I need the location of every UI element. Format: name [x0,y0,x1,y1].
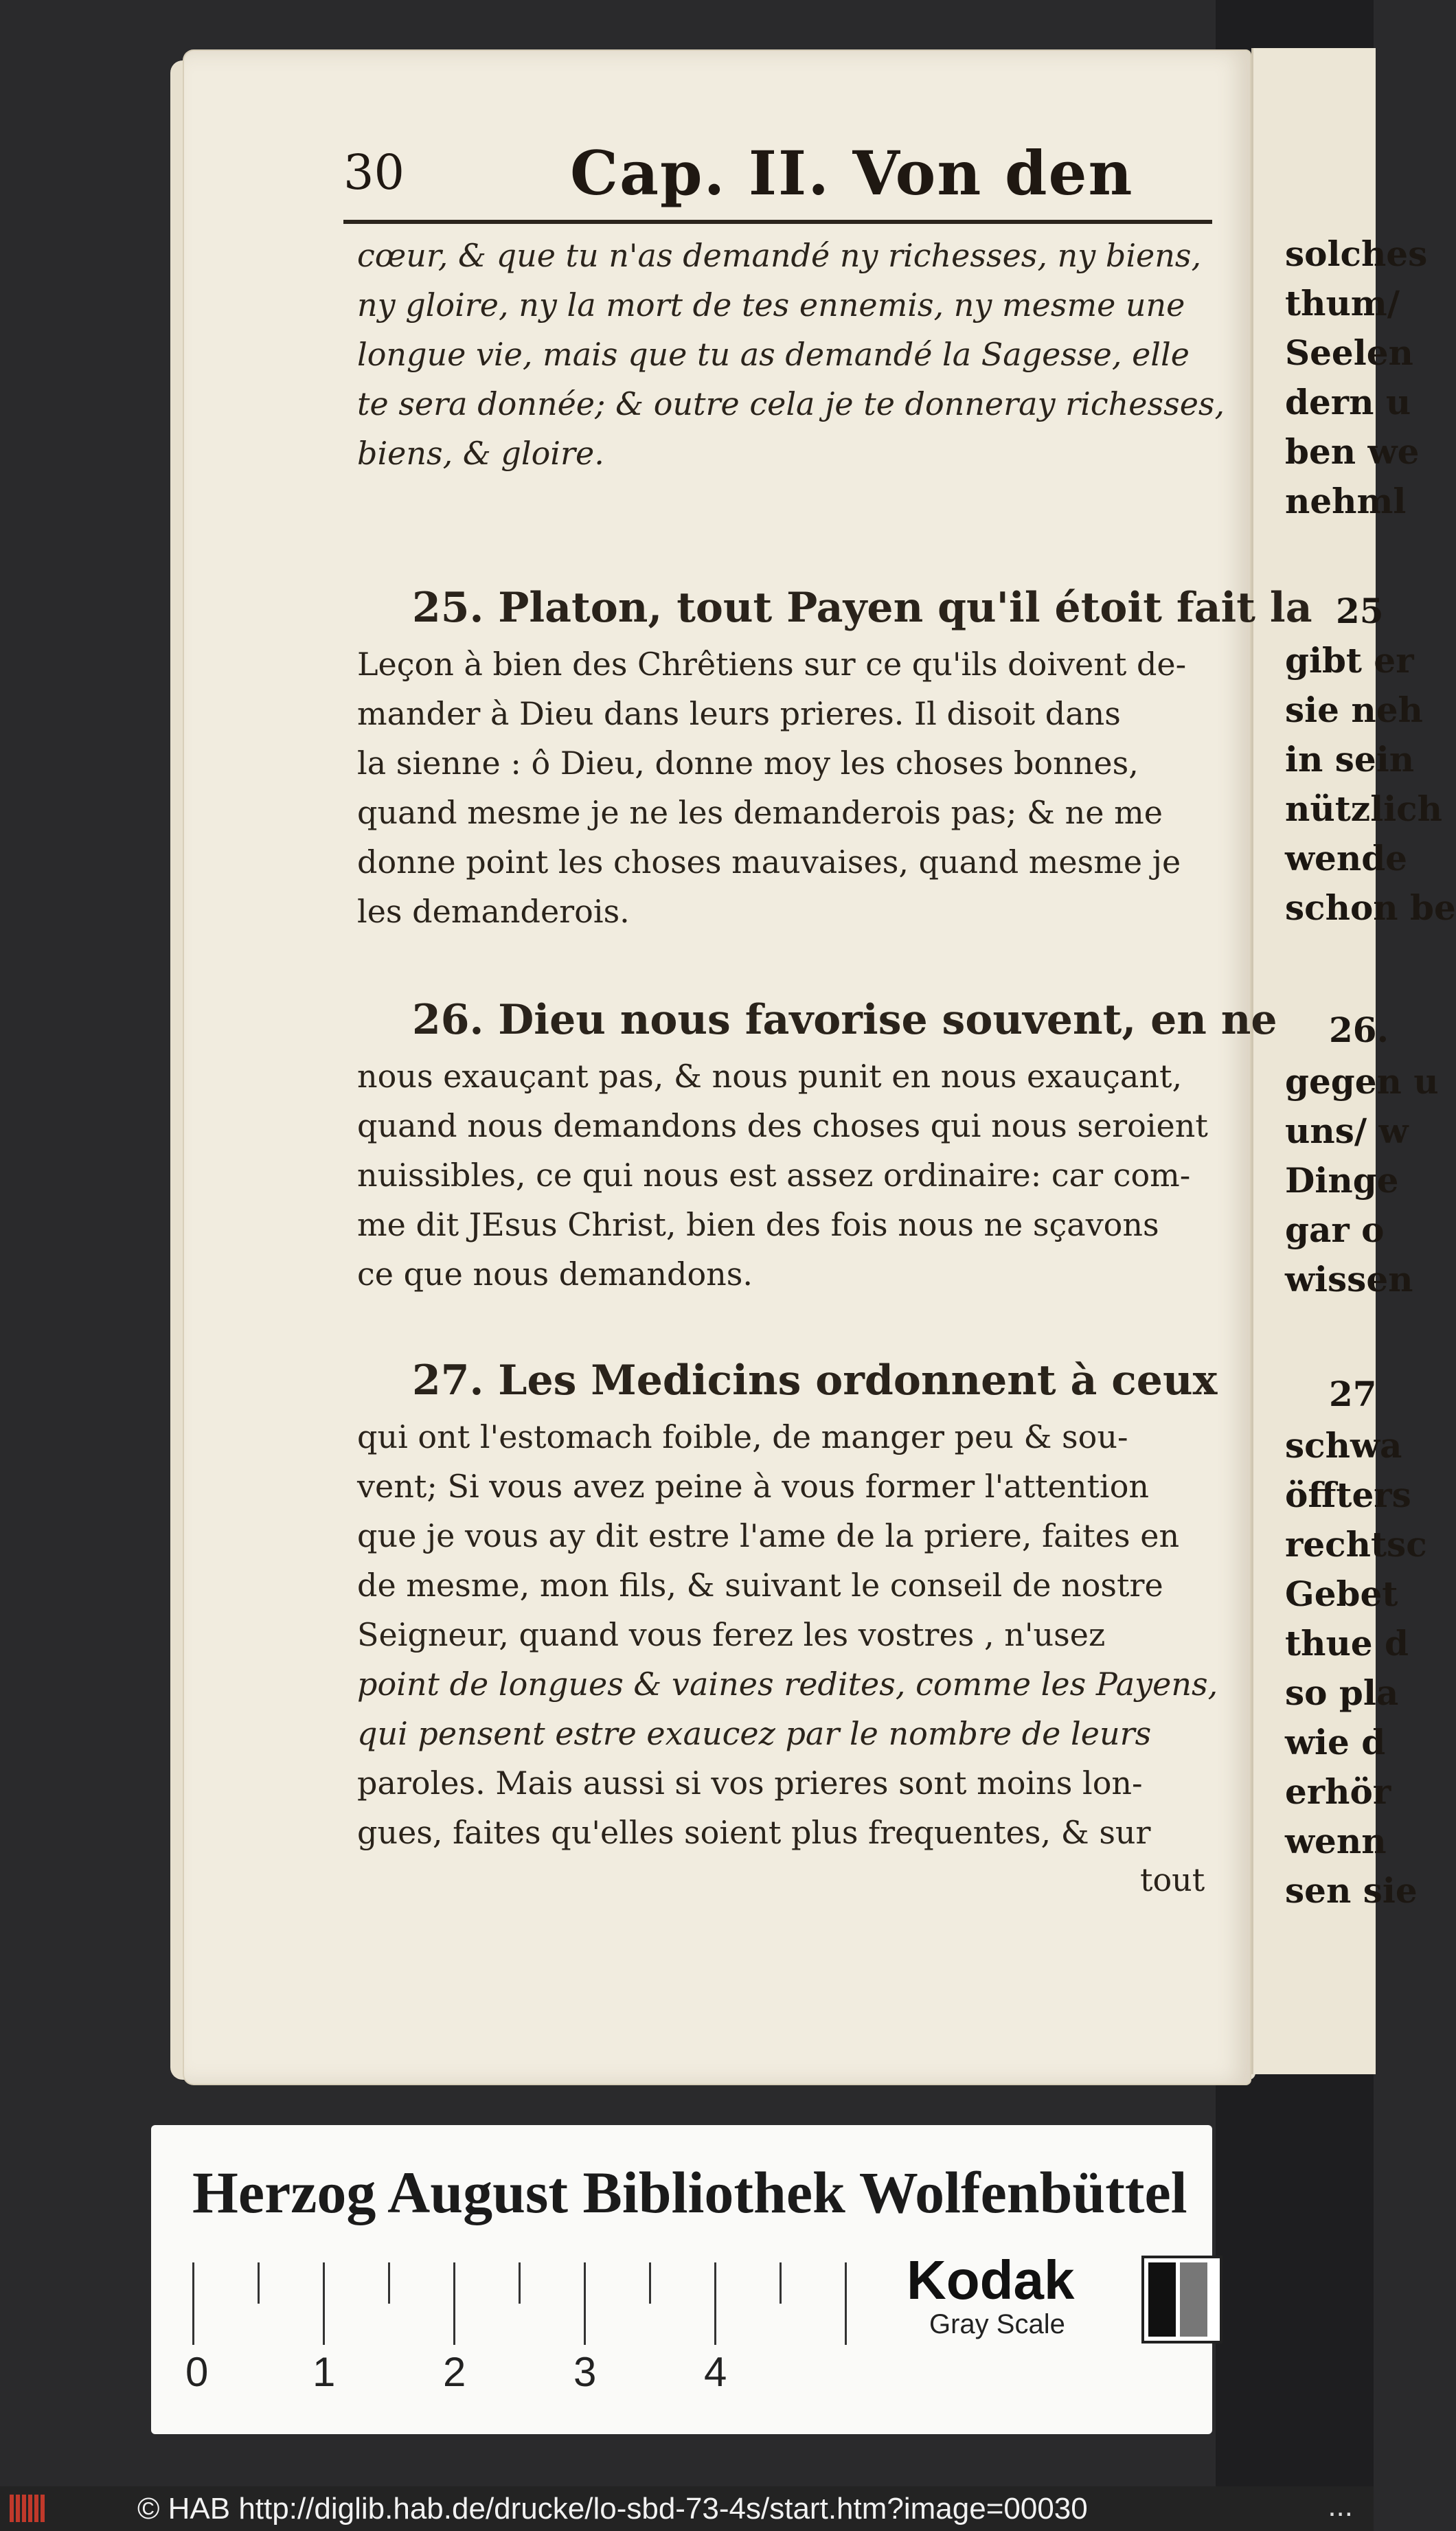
page-header [343,137,1219,220]
ruler-tick [780,2262,782,2304]
facing-fragment: schon be [1285,887,1456,928]
facing-fragment: wenn [1285,1821,1387,1861]
facing-fragment: 25 [1336,591,1384,631]
ruler-tick [258,2262,260,2304]
text-line: nuissibles, ce qui nous est assez ordinaire: car com- [357,1157,1191,1194]
gray-scale-label: Gray Scale [929,2309,1065,2339]
ruler-tick [845,2262,847,2345]
facing-fragment: rechtsc [1285,1524,1427,1565]
facing-fragment: in sein [1285,739,1415,780]
text-line: ce que nous demandons. [357,1256,753,1293]
text-line: ny gloire, ny la mort de tes ennemis, ny mesme une [357,286,1185,324]
text-line: Seigneur, quand vous ferez les vostres , n'usez [357,1616,1106,1653]
facing-page [1251,48,1456,2074]
black-swatch [1148,2262,1176,2337]
paragraph-heading-line: 25. Platon, tout Payen qu'il étoit fait la [412,584,1312,632]
catchword: tout [1140,1861,1205,1898]
text-line: qui ont l'estomach foible, de manger peu & sou- [357,1418,1128,1455]
text-line: qui pensent estre exaucez par le nombre de leurs [357,1715,1152,1752]
facing-fragment: Dinge [1285,1160,1399,1201]
facing-fragment: sie neh [1285,690,1423,730]
facing-fragment: thue d [1285,1623,1409,1664]
running-title: Cap. II. Von den [570,137,1134,209]
text-line: cœur, & que tu n'as demandé ny richesses, ny biens, [357,237,1202,274]
facing-fragment: Gebet [1285,1574,1398,1614]
facing-fragment: erhör [1285,1771,1391,1812]
facing-fragment: nehml [1285,481,1407,521]
footer-bar [0,2486,1374,2531]
kodak-brand: Kodak [907,2249,1075,2311]
measurement-ruler [185,2262,879,2395]
ruler-number: 4 [704,2349,727,2395]
text-line: les demanderois. [357,893,630,930]
header-rule [343,220,1212,224]
hab-logo-icon [10,2495,58,2522]
page-number: 30 [343,144,405,201]
facing-fragment: uns/ w [1285,1111,1409,1151]
ruler-tick [649,2262,651,2304]
text-line: quand nous demandons des choses qui nous seroient [357,1107,1208,1144]
text-line: mander à Dieu dans leurs prieres. Il disoit dans [357,695,1121,732]
text-line: que je vous ay dit estre l'ame de la priere, faites en [357,1517,1180,1554]
text-line: point de longues & vaines redites, comme les Payens, [357,1666,1218,1703]
more-icon[interactable]: ... [1328,2489,1353,2523]
facing-fragment: öffters [1285,1475,1411,1515]
text-line: gues, faites qu'elles soient plus frequentes, & sur [357,1814,1151,1851]
facing-fragment: thum/ [1285,283,1400,324]
facing-fragment: Seelen [1285,332,1413,373]
facing-fragment: gegen u [1285,1061,1439,1102]
gray-scale-swatch [1141,2256,1222,2343]
facing-fragment: so pla [1285,1672,1399,1713]
ruler-number: 3 [573,2349,597,2395]
text-line: te sera donnée; & outre cela je te donneray richesses, [357,385,1225,422]
text-line: vent; Si vous avez peine à vous former l'attention [357,1468,1150,1505]
facing-fragment: wissen [1285,1259,1413,1299]
facing-fragment: ben we [1285,431,1420,472]
text-line: la sienne : ô Dieu, donne moy les choses bonnes, [357,745,1139,782]
text-line: donne point les choses mauvaises, quand mesme je [357,843,1181,881]
library-name: Herzog August Bibliothek Wolfenbüttel [192,2159,1187,2225]
facing-fragment: wende [1285,838,1407,878]
ruler-tick [323,2262,325,2345]
copyright-link[interactable]: © HAB http://diglib.hab.de/drucke/lo-sbd-73-4s/start.htm?image=00030 [137,2492,1088,2526]
facing-fragment: gibt er [1285,640,1414,681]
text-line: me dit JEsus Christ, bien des fois nous ne sçavons [357,1206,1159,1243]
ruler-tick [714,2262,716,2345]
paragraph-heading-line: 26. Dieu nous favorise souvent, en ne [412,996,1277,1044]
ruler-number: 0 [185,2349,209,2395]
text-line: quand mesme je ne les demanderois pas; & ne me [357,794,1163,831]
facing-fragment: wie d [1285,1722,1386,1762]
facing-fragment: schwa [1285,1425,1402,1466]
ruler-number: 1 [312,2349,336,2395]
text-line: nous exauçant pas, & nous punit en nous exauçant, [357,1058,1183,1095]
text-line: Leçon à bien des Chrêtiens sur ce qu'ils doivent de- [357,646,1187,683]
facing-fragment: dern u [1285,382,1411,422]
ruler-tick [388,2262,390,2304]
ruler-tick [192,2262,194,2345]
text-line: longue vie, mais que tu as demandé la Sagesse, elle [357,336,1190,373]
facing-fragment: 26. [1329,1010,1389,1050]
text-line: paroles. Mais aussi si vos prieres sont moins lon- [357,1764,1143,1802]
ruler-tick [519,2262,521,2304]
facing-fragment: gar o [1285,1210,1385,1250]
paragraph-heading-line: 27. Les Medicins ordonnent à ceux [412,1357,1218,1405]
text-line: de mesme, mon fils, & suivant le conseil de nostre [357,1567,1163,1604]
ruler-number: 2 [443,2349,466,2395]
text-line: biens, & gloire. [357,435,604,472]
ruler-tick [453,2262,455,2345]
facing-fragment: sen sie [1285,1870,1418,1911]
ruler-tick [584,2262,586,2345]
facing-fragment: solches [1285,234,1428,274]
gray-swatch [1180,2262,1207,2337]
library-label-card [151,2125,1212,2434]
facing-fragment: nützlich [1285,788,1442,829]
facing-fragment: 27 [1329,1374,1377,1414]
